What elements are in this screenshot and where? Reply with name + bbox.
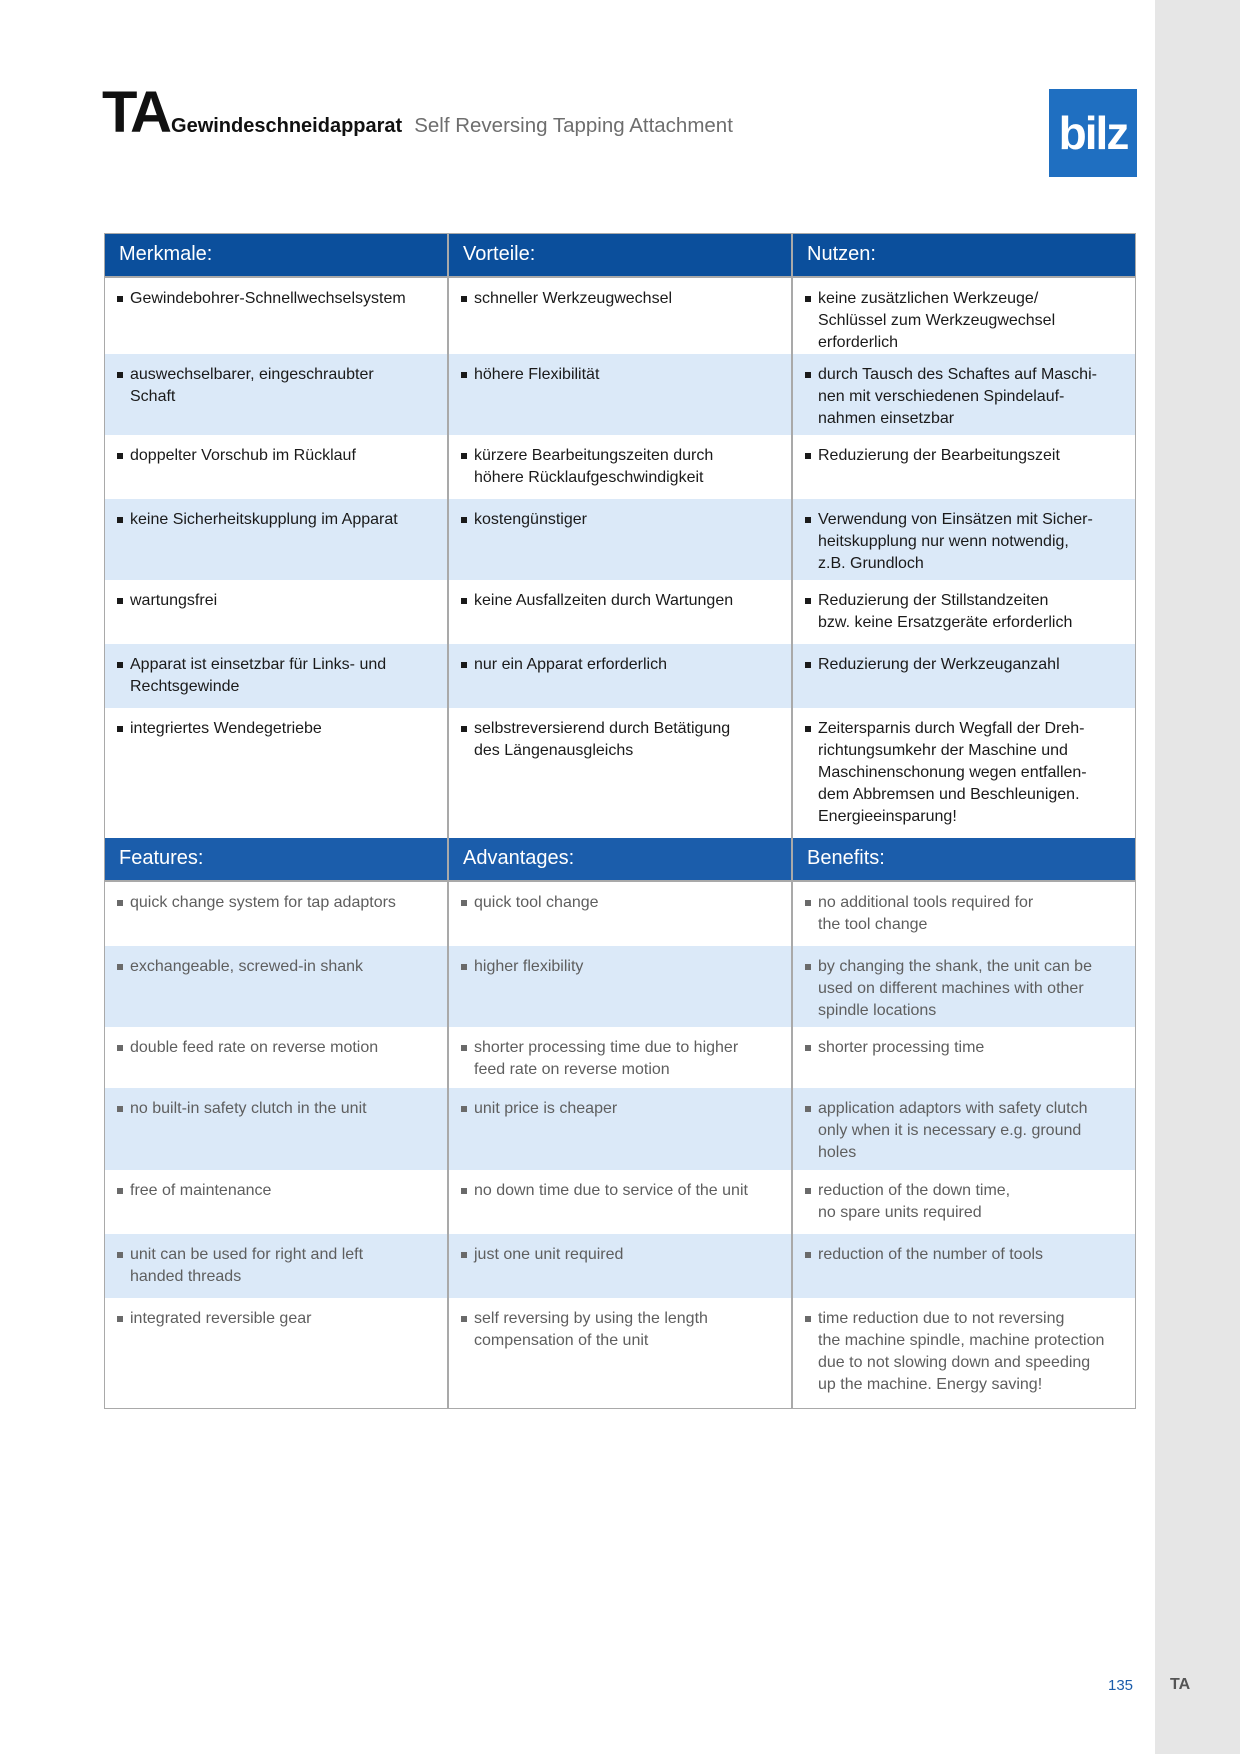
- table-cell: kostengünstiger: [449, 499, 793, 585]
- table-cell: keine Sicherheitskupplung im Apparat: [105, 499, 449, 585]
- table-cell: free of maintenance: [105, 1170, 449, 1234]
- table-cell: Gewindebohrer-Schnellwechselsystem: [105, 278, 449, 364]
- bullet-icon: [805, 453, 811, 459]
- bullet-icon: [461, 1106, 467, 1112]
- feature-table: [104, 233, 1136, 1409]
- table-cell: Verwendung von Einsätzen mit Sicher- heitskupplung nur wenn notwendig, z.B. Grundloch: [793, 499, 1135, 585]
- table-cell: kürzere Bearbeitungszeiten durch höhere Rücklaufgeschwindigkeit: [449, 435, 793, 499]
- bullet-icon: [117, 598, 123, 604]
- table-cell: integriertes Wendegetriebe: [105, 708, 449, 838]
- table-header-en: [105, 838, 1135, 882]
- table-row: [105, 354, 1135, 435]
- table-cell: quick tool change: [449, 882, 793, 946]
- bullet-icon: [461, 517, 467, 523]
- table-cell: Reduzierung der Bearbeitungszeit: [793, 435, 1135, 499]
- bullet-icon: [117, 1316, 123, 1322]
- bullet-icon: [461, 900, 467, 906]
- bullet-icon: [117, 726, 123, 732]
- bullet-icon: [461, 1252, 467, 1258]
- table-cell: shorter processing time due to higher feed rate on reverse motion: [449, 1027, 793, 1091]
- table-cell: higher flexibility: [449, 946, 793, 1032]
- table-cell: application adaptors with safety clutch only when it is necessary e.g. ground holes: [793, 1088, 1135, 1174]
- title-german: Gewindeschneidapparat: [171, 115, 403, 137]
- bullet-icon: [117, 964, 123, 970]
- bullet-icon: [805, 517, 811, 523]
- bilz-logo: [1049, 89, 1137, 177]
- bullet-icon: [461, 598, 467, 604]
- bullet-icon: [117, 1188, 123, 1194]
- table-cell: Reduzierung der Werkzeuganzahl: [793, 644, 1135, 708]
- table-row: [105, 580, 1135, 644]
- bullet-icon: [461, 1316, 467, 1322]
- table-cell: time reduction due to not reversing the machine spindle, machine protection due to not slowing down and speeding up the machine. Energy saving!: [793, 1298, 1135, 1408]
- bullet-icon: [461, 726, 467, 732]
- bullet-icon: [117, 662, 123, 668]
- side-margin-bar: [1155, 0, 1240, 1754]
- bullet-icon: [117, 1045, 123, 1051]
- table-row: [105, 435, 1135, 499]
- table-row: [105, 882, 1135, 946]
- bullet-icon: [805, 964, 811, 970]
- bullet-icon: [805, 1045, 811, 1051]
- page-number: 135: [1108, 1677, 1134, 1694]
- table-cell: höhere Flexibilität: [449, 354, 793, 440]
- table-cell: just one unit required: [449, 1234, 793, 1298]
- product-code: TA: [102, 80, 170, 145]
- bullet-icon: [117, 1252, 123, 1258]
- logo-text: bilz: [1058, 107, 1128, 159]
- header-advantages: Advantages:: [449, 838, 793, 880]
- table-cell: nur ein Apparat erforderlich: [449, 644, 793, 708]
- table-cell: reduction of the down time, no spare units required: [793, 1170, 1135, 1234]
- table-cell: wartungsfrei: [105, 580, 449, 644]
- table-cell: durch Tausch des Schaftes auf Maschi- nen mit verschiedenen Spindelauf- nahmen einsetzbar: [793, 354, 1135, 440]
- bullet-icon: [805, 1188, 811, 1194]
- table-cell: keine Ausfallzeiten durch Wartungen: [449, 580, 793, 644]
- bullet-icon: [805, 598, 811, 604]
- bullet-icon: [805, 372, 811, 378]
- table-cell: selbstreversierend durch Betätigung des Längenausgleichs: [449, 708, 793, 838]
- table-cell: Reduzierung der Stillstandzeiten bzw. keine Ersatzgeräte erforderlich: [793, 580, 1135, 644]
- bullet-icon: [805, 900, 811, 906]
- table-cell: reduction of the number of tools: [793, 1234, 1135, 1298]
- table-cell: quick change system for tap adaptors: [105, 882, 449, 946]
- table-row: [105, 708, 1135, 838]
- header-features: Features:: [105, 838, 449, 880]
- header-merkmale: Merkmale:: [105, 234, 449, 276]
- bullet-icon: [117, 296, 123, 302]
- table-row: [105, 499, 1135, 580]
- title-english: Self Reversing Tapping Attachment: [414, 114, 733, 137]
- table-cell: no down time due to service of the unit: [449, 1170, 793, 1234]
- bullet-icon: [461, 453, 467, 459]
- bullet-icon: [117, 453, 123, 459]
- table-row: [105, 946, 1135, 1027]
- bullet-icon: [805, 662, 811, 668]
- table-cell: by changing the shank, the unit can be used on different machines with other spindle locations: [793, 946, 1135, 1032]
- bullet-icon: [805, 296, 811, 302]
- bullet-icon: [461, 964, 467, 970]
- table-row: [105, 1234, 1135, 1298]
- table-cell: unit price is cheaper: [449, 1088, 793, 1174]
- bullet-icon: [117, 1106, 123, 1112]
- table-row: [105, 278, 1135, 354]
- page-header: [102, 80, 733, 145]
- table-row: [105, 1027, 1135, 1088]
- bullet-icon: [461, 662, 467, 668]
- bullet-icon: [461, 1188, 467, 1194]
- table-cell: no additional tools required for the tool change: [793, 882, 1135, 946]
- table-cell: self reversing by using the length compensation of the unit: [449, 1298, 793, 1408]
- table-row: [105, 1088, 1135, 1170]
- table-cell: doppelter Vorschub im Rücklauf: [105, 435, 449, 499]
- section-tag: TA: [1170, 1676, 1191, 1693]
- table-cell: schneller Werkzeugwechsel: [449, 278, 793, 364]
- header-nutzen: Nutzen:: [793, 234, 1135, 276]
- bullet-icon: [805, 726, 811, 732]
- header-vorteile: Vorteile:: [449, 234, 793, 276]
- table-row: [105, 1170, 1135, 1234]
- table-cell: shorter processing time: [793, 1027, 1135, 1091]
- table-cell: double feed rate on reverse motion: [105, 1027, 449, 1091]
- table-header-de: [105, 234, 1135, 278]
- bullet-icon: [805, 1106, 811, 1112]
- bullet-icon: [117, 517, 123, 523]
- table-cell: no built-in safety clutch in the unit: [105, 1088, 449, 1174]
- bullet-icon: [805, 1252, 811, 1258]
- table-row: [105, 644, 1135, 708]
- table-cell: Apparat ist einsetzbar für Links- und Rechtsgewinde: [105, 644, 449, 708]
- bullet-icon: [117, 900, 123, 906]
- table-cell: auswechselbarer, eingeschraubter Schaft: [105, 354, 449, 440]
- table-cell: integrated reversible gear: [105, 1298, 449, 1408]
- bullet-icon: [117, 372, 123, 378]
- table-cell: keine zusätzlichen Werkzeuge/ Schlüssel zum Werkzeugwechsel erforderlich: [793, 278, 1135, 364]
- bullet-icon: [461, 296, 467, 302]
- bullet-icon: [461, 372, 467, 378]
- table-cell: unit can be used for right and left handed threads: [105, 1234, 449, 1298]
- table-cell: exchangeable, screwed-in shank: [105, 946, 449, 1032]
- table-row: [105, 1298, 1135, 1408]
- bullet-icon: [461, 1045, 467, 1051]
- header-benefits: Benefits:: [793, 838, 1135, 880]
- bullet-icon: [805, 1316, 811, 1322]
- table-cell: Zeitersparnis durch Wegfall der Dreh- richtungsumkehr der Maschine und Maschinenschonung wegen entfallen- dem Abbremsen und Beschleunigen. Energieeinsparung!: [793, 708, 1135, 838]
